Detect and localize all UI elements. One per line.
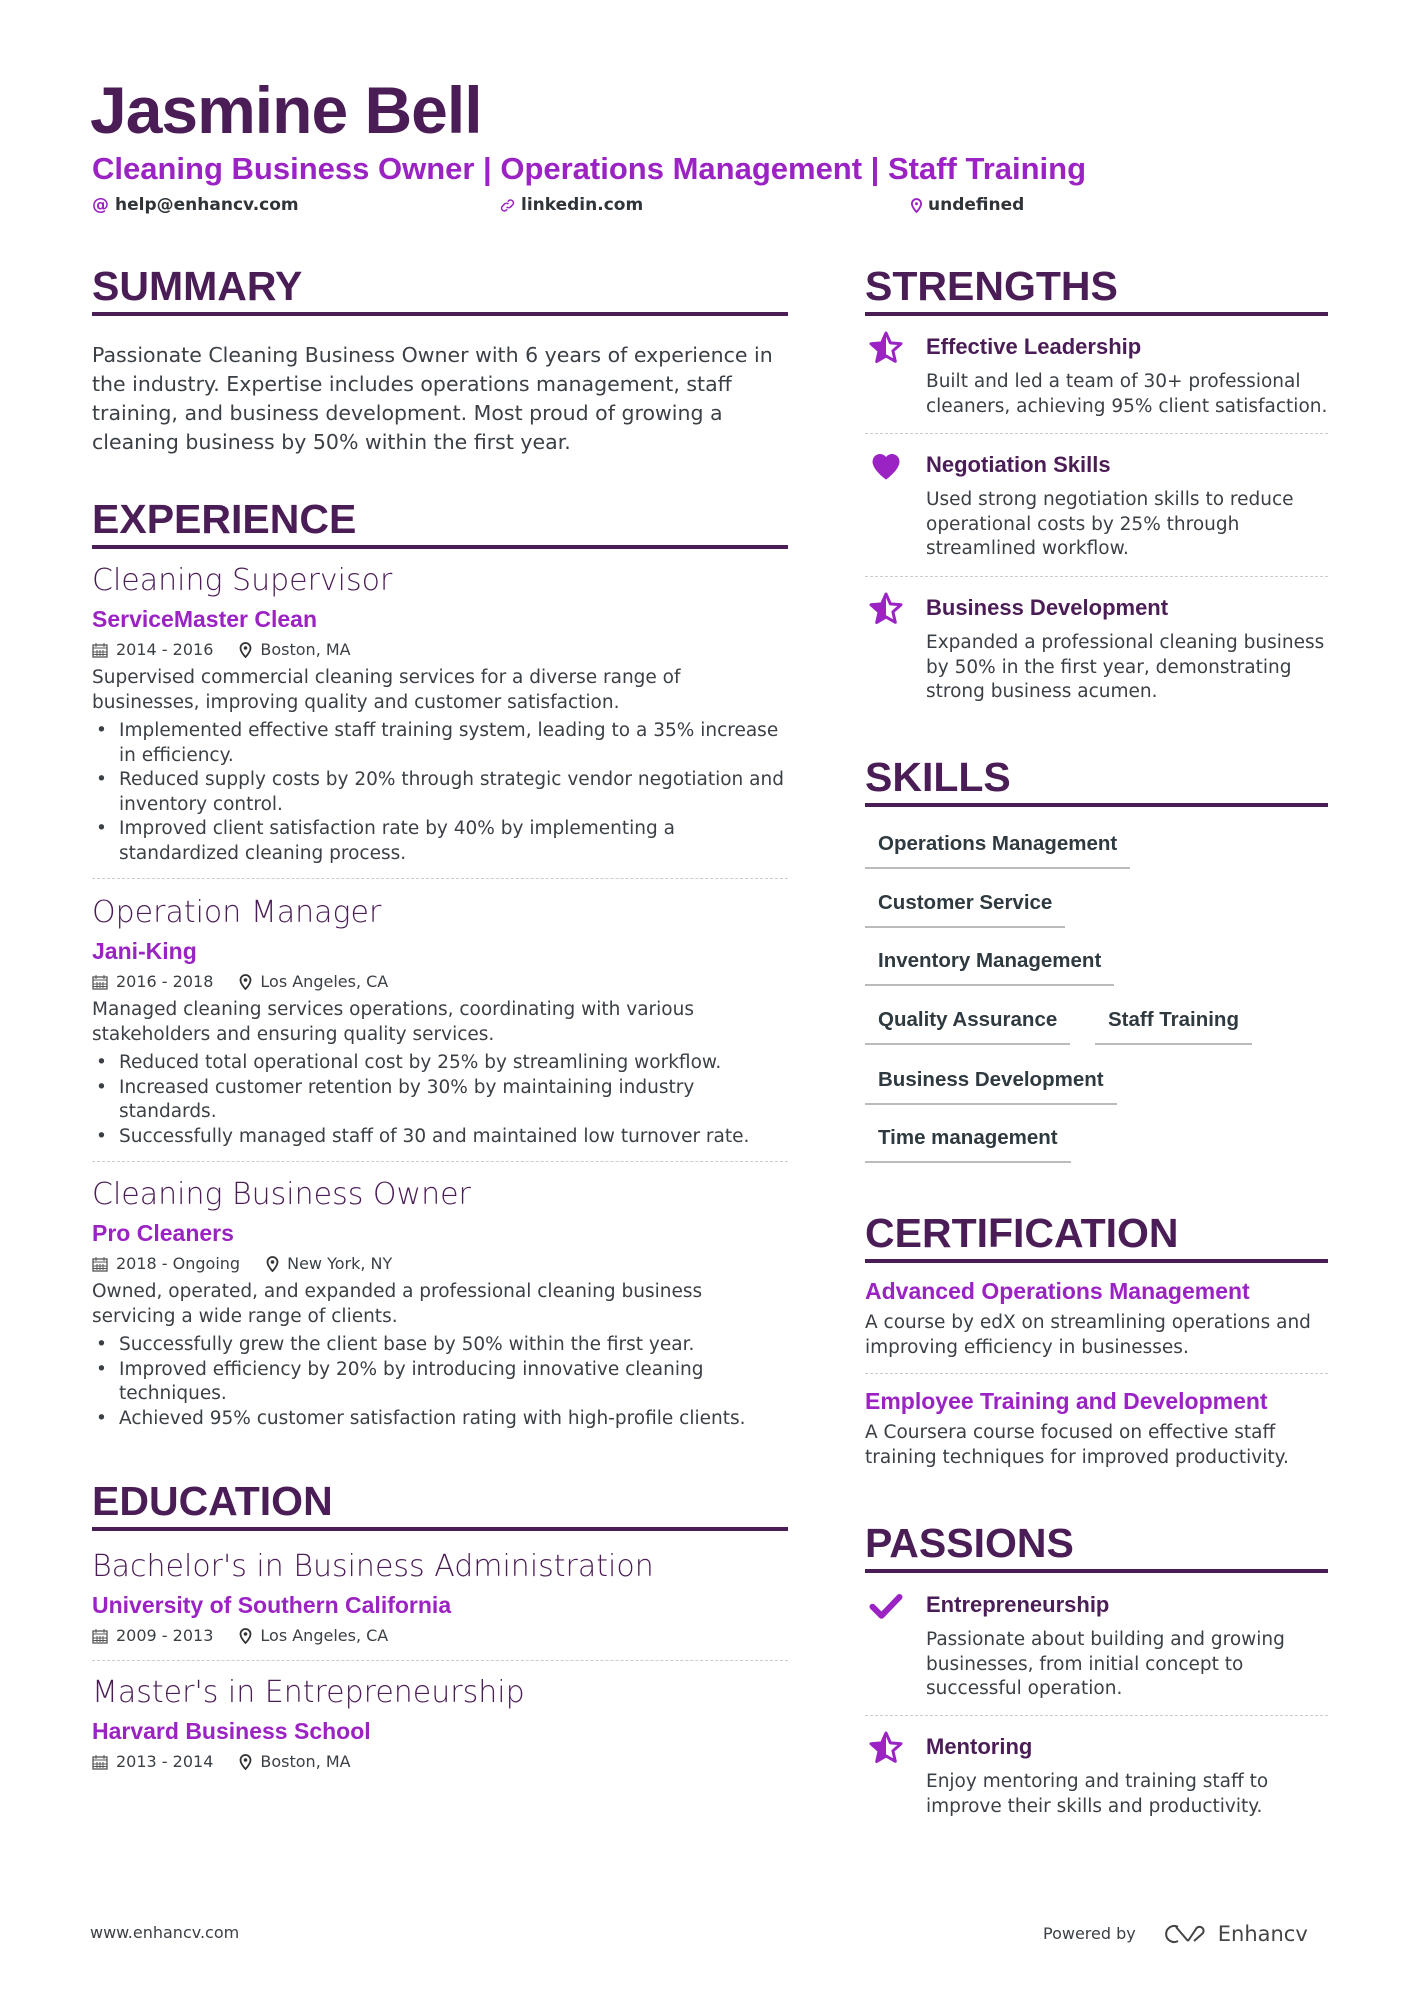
check-icon (867, 1588, 905, 1624)
strengths-heading-wrap (865, 262, 1328, 316)
passion-title: Mentoring (926, 1734, 1033, 1759)
calendar-icon (92, 1256, 108, 1272)
certification-item (865, 1276, 1328, 1360)
pin-icon (239, 1754, 252, 1770)
location-text: undefined (928, 195, 1025, 215)
star-icon (867, 1730, 905, 1766)
skill-tag: Staff Training (1095, 1005, 1252, 1045)
calendar-icon (92, 974, 108, 990)
link-icon (500, 198, 515, 213)
job-bullet: • Successfully managed staff of 30 and maintained low turnover rate. (92, 1125, 788, 1150)
job-bullet: • Increased customer retention by 30% by maintaining industry standards. (92, 1076, 788, 1125)
job-title: Operation Manager (92, 895, 382, 930)
calendar-icon (92, 642, 108, 658)
enhancv-logo-icon (1162, 1922, 1208, 1946)
strength-title: Business Development (926, 595, 1169, 620)
skills-heading-wrap (865, 753, 1328, 807)
degree: Bachelor's in Business Administration (92, 1549, 654, 1584)
job-bullet: • Reduced total operational cost by 25% by streamlining workflow. (92, 1051, 788, 1076)
summary-heading: SUMMARY (92, 262, 788, 316)
certification-heading: CERTIFICATION (865, 1209, 1328, 1263)
school: University of Southern California (92, 1592, 452, 1618)
cert-title: Employee Training and Development (865, 1388, 1268, 1414)
passion-text: Enjoy mentoring and training staff to improve their skills and productivity. (926, 1771, 1269, 1817)
strength-title: Effective Leadership (926, 334, 1142, 359)
job-bullet: • Reduced supply costs by 20% through strategic vendor negotiation and inventory control. (92, 768, 788, 817)
skill-tag: Operations Management (865, 829, 1130, 869)
edu-dates: 2009 - 2013 (116, 1626, 214, 1645)
edu-dates: 2013 - 2014 (116, 1752, 214, 1771)
job-bullet: • Implemented effective staff training system, leading to a 35% increase in efficiency. (92, 719, 788, 768)
job-entry (92, 1175, 788, 1431)
job-dates: 2018 - Ongoing (116, 1254, 241, 1273)
strength-text: Used strong negotiation skills to reduce operational costs by 25% through streamlined workflow. (926, 489, 1294, 559)
cert-text: A Coursera course focused on effective staff training techniques for improved productivity. (865, 1422, 1289, 1468)
pin-icon (239, 1628, 252, 1644)
job-entry (92, 561, 788, 866)
passion-title: Entrepreneurship (926, 1592, 1110, 1617)
job-title: Cleaning Business Owner (92, 1177, 471, 1212)
divider (92, 1161, 788, 1162)
job-location: New York, NY (287, 1254, 393, 1273)
education-entry (92, 1547, 788, 1648)
company-name: ServiceMaster Clean (92, 606, 318, 632)
pin-icon (266, 1256, 279, 1272)
passion-text: Passionate about building and growing businesses, from initial concept to successful operation. (926, 1629, 1285, 1699)
edu-location: Los Angeles, CA (260, 1626, 389, 1645)
company-name: Pro Cleaners (92, 1220, 234, 1246)
degree: Master's in Entrepreneurship (92, 1675, 525, 1710)
skills-heading: SKILLS (865, 753, 1328, 807)
skill-tag: Business Development (865, 1065, 1117, 1105)
cert-title: Advanced Operations Management (865, 1278, 1250, 1304)
candidate-name: Jasmine Bell (90, 73, 482, 147)
headline: Cleaning Business Owner | Operations Management | Staff Training (92, 151, 1087, 186)
summary-section (92, 262, 788, 457)
enhancv-brand: Enhancv (1217, 1922, 1308, 1946)
calendar-icon (92, 1628, 108, 1644)
job-dates: 2014 - 2016 (116, 640, 214, 659)
cert-text: A course by edX on streamlining operations and improving efficiency in businesses. (865, 1312, 1311, 1358)
job-bullet: • Successfully grew the client base by 50% within the first year. (92, 1333, 788, 1358)
contact-linkedin[interactable] (500, 193, 643, 217)
job-entry (92, 893, 788, 1149)
footer-branding (1043, 1922, 1308, 1946)
skill-tag: Inventory Management (865, 946, 1114, 986)
job-bullet: • Achieved 95% customer satisfaction rating with high-profile clients. (92, 1407, 788, 1432)
star-icon (867, 330, 905, 366)
job-description: Supervised commercial cleaning services for a diverse range of businesses, improving quality and customer satisfaction. (92, 667, 681, 713)
education-heading-wrap (92, 1477, 788, 1531)
skill-tag: Quality Assurance (865, 1005, 1070, 1045)
experience-heading: EXPERIENCE (92, 495, 788, 549)
heart-icon (867, 448, 905, 484)
job-description: Owned, operated, and expanded a professional cleaning business servicing a wide range of clients. (92, 1281, 703, 1327)
job-location: Los Angeles, CA (260, 972, 389, 991)
contact-email[interactable] (92, 193, 299, 217)
strengths-heading: STRENGTHS (865, 262, 1328, 316)
edu-location: Boston, MA (260, 1752, 351, 1771)
divider (865, 1715, 1328, 1716)
divider (865, 1373, 1328, 1374)
passions-heading: PASSIONS (865, 1519, 1328, 1573)
education-entry (92, 1673, 788, 1774)
pin-icon (239, 642, 252, 658)
school: Harvard Business School (92, 1718, 371, 1744)
job-bullet: • Improved client satisfaction rate by 40% by implementing a standardized cleaning process. (92, 817, 788, 866)
email-text: help@enhancv.com (115, 195, 299, 215)
divider (92, 1660, 788, 1661)
job-description: Managed cleaning services operations, coordinating with various stakeholders and ensuring quality services. (92, 999, 694, 1045)
job-location: Boston, MA (260, 640, 351, 659)
divider (865, 433, 1328, 434)
at-icon: @ (92, 195, 109, 215)
company-name: Jani-King (92, 938, 197, 964)
skill-tag: Time management (865, 1123, 1071, 1163)
passions-heading-wrap (865, 1519, 1328, 1573)
passion-item (865, 1590, 1328, 1702)
divider (865, 576, 1328, 577)
experience-heading-wrap (92, 495, 788, 549)
pin-icon (911, 198, 922, 213)
job-title: Cleaning Supervisor (92, 563, 393, 598)
calendar-icon (92, 1754, 108, 1770)
strength-item (865, 332, 1328, 419)
strength-item (865, 593, 1328, 705)
strength-title: Negotiation Skills (926, 452, 1111, 477)
job-bullet: • Improved efficiency by 20% by introducing innovative cleaning techniques. (92, 1358, 788, 1407)
footer-website[interactable]: www.enhancv.com (90, 1923, 240, 1942)
contact-location (911, 193, 1024, 217)
education-heading: EDUCATION (92, 1477, 788, 1531)
strength-text: Expanded a professional cleaning business by 50% in the first year, demonstrating strong business acumen. (926, 632, 1325, 702)
summary-text: Passionate Cleaning Business Owner with 6 years of experience in the industry. Expertise includes operations management, staff training, and business development. Most proud of growing a cleaning business by 50% within the first year. (92, 343, 773, 454)
certification-heading-wrap (865, 1209, 1328, 1263)
strength-item (865, 450, 1328, 562)
strength-text: Built and led a team of 30+ professional cleaners, achieving 95% client satisfaction. (926, 371, 1328, 417)
star-icon (867, 591, 905, 627)
divider (92, 878, 788, 879)
job-dates: 2016 - 2018 (116, 972, 214, 991)
skill-tag: Customer Service (865, 888, 1065, 928)
passion-item (865, 1732, 1328, 1819)
powered-by-text: Powered by (1043, 1924, 1136, 1943)
pin-icon (239, 974, 252, 990)
linkedin-text: linkedin.com (521, 195, 644, 215)
certification-item (865, 1386, 1328, 1470)
